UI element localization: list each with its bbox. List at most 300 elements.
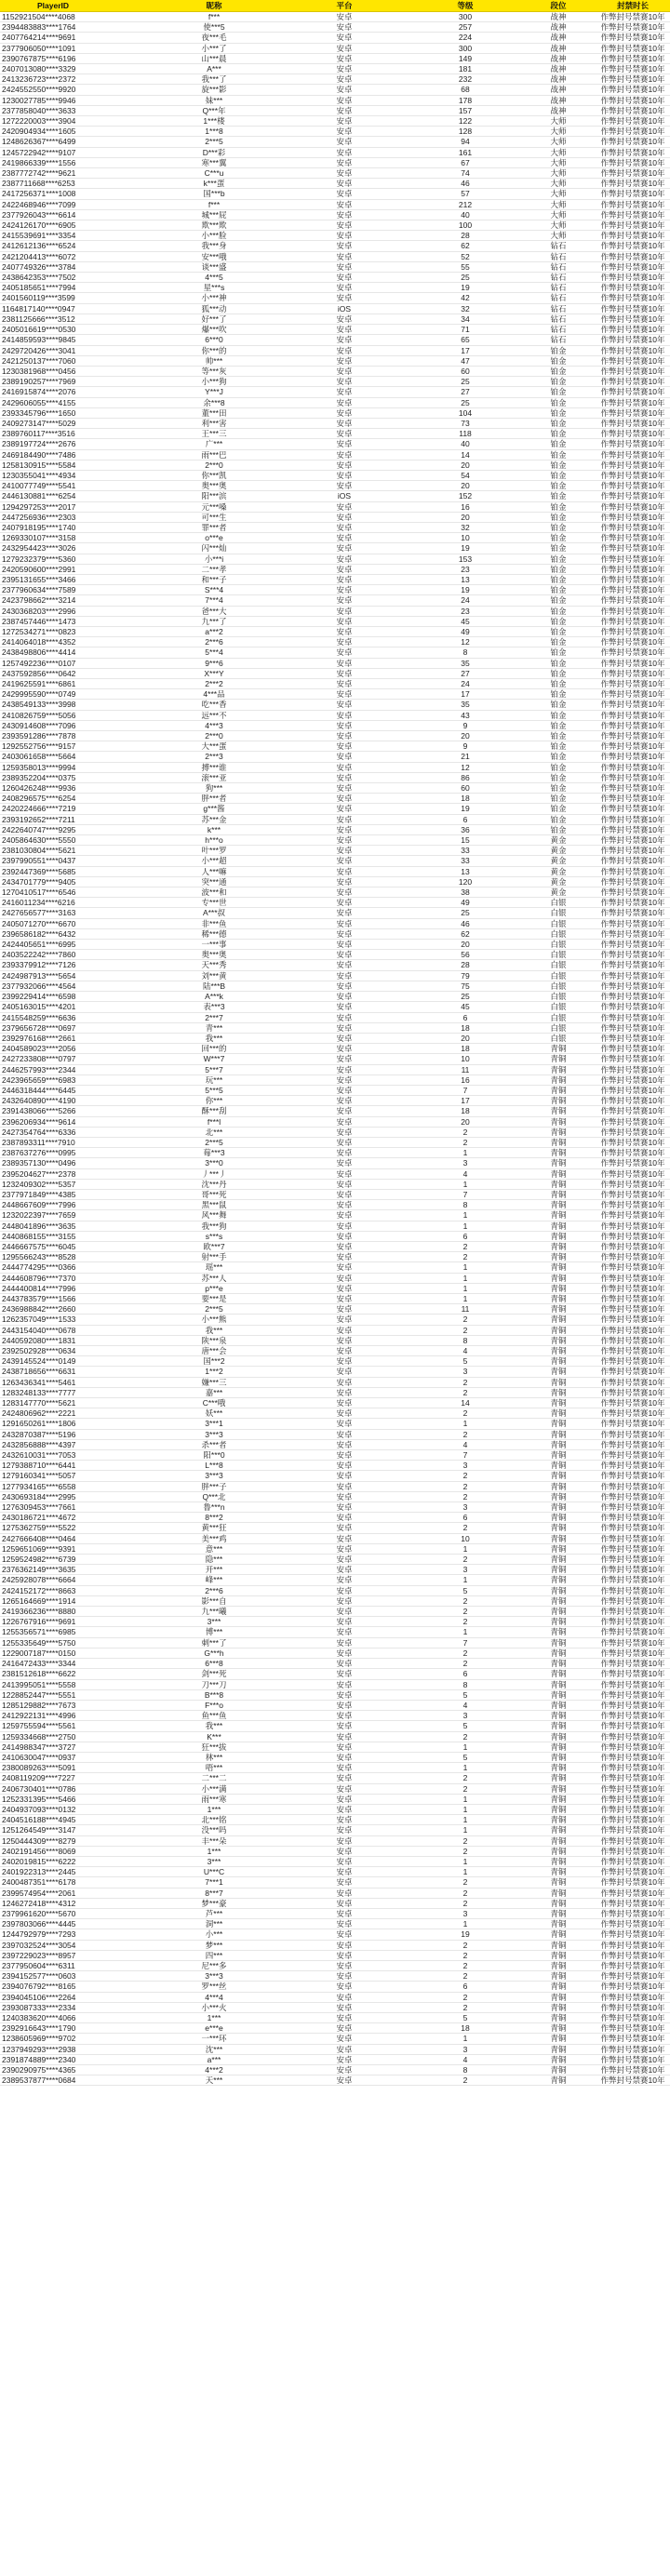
name-cell: 北***铭 <box>149 1815 279 1825</box>
table-row[interactable] <box>0 209 670 220</box>
table-row[interactable] <box>0 595 670 606</box>
table-row[interactable] <box>0 325 670 335</box>
name-cell: 天***秀 <box>149 960 279 970</box>
table-row[interactable] <box>0 1731 670 1742</box>
table-row[interactable] <box>0 1627 670 1637</box>
header-platform[interactable]: 平台 <box>279 0 409 12</box>
table-row[interactable] <box>0 1648 670 1658</box>
name-cell: 奥***奥 <box>149 950 279 960</box>
table-row[interactable] <box>0 1502 670 1513</box>
table-row[interactable] <box>0 794 670 804</box>
platform-cell: 安卓 <box>279 1835 409 1846</box>
table-row[interactable] <box>0 731 670 741</box>
platform-cell: 安卓 <box>279 824 409 834</box>
name-cell: 小***i <box>149 554 279 564</box>
table-row[interactable] <box>0 1929 670 1940</box>
tier-cell: 青铜 <box>521 2034 596 2044</box>
table-row[interactable] <box>0 429 670 439</box>
table-row[interactable] <box>0 1940 670 1950</box>
table-row[interactable] <box>0 533 670 543</box>
table-row[interactable] <box>0 1450 670 1461</box>
level-cell: 4 <box>409 1439 521 1449</box>
table-row[interactable] <box>0 355 670 366</box>
table-row[interactable] <box>0 1689 670 1700</box>
level-cell: 2 <box>409 1377 521 1387</box>
table-row[interactable] <box>0 1721 670 1731</box>
table-row[interactable] <box>0 1033 670 1043</box>
player-id-cell: 2404516188****4945 <box>0 1815 149 1825</box>
table-row[interactable] <box>0 950 670 960</box>
table-row[interactable] <box>0 616 670 626</box>
platform-cell: 安卓 <box>279 460 409 470</box>
table-row[interactable] <box>0 1179 670 1189</box>
table-row[interactable] <box>0 783 670 794</box>
table-row[interactable] <box>0 1742 670 1752</box>
level-cell: 1 <box>409 1867 521 1877</box>
player-id-cell: 2446257993****2344 <box>0 1064 149 1074</box>
table-row[interactable] <box>0 85 670 95</box>
table-row[interactable] <box>0 1867 670 1877</box>
table-row[interactable] <box>0 1335 670 1345</box>
table-row[interactable] <box>0 554 670 564</box>
table-row[interactable] <box>0 179 670 189</box>
tier-cell: 青铜 <box>521 1555 596 1565</box>
table-row[interactable] <box>0 574 670 584</box>
table-row[interactable] <box>0 366 670 376</box>
table-row[interactable] <box>0 522 670 532</box>
name-cell: 鱼***鱼 <box>149 1711 279 1721</box>
level-cell: 2 <box>409 1940 521 1950</box>
table-row[interactable] <box>0 189 670 199</box>
level-cell: 19 <box>409 543 521 554</box>
table-row[interactable] <box>0 689 670 700</box>
level-cell: 1 <box>409 1919 521 1929</box>
tier-cell: 青铜 <box>521 1304 596 1315</box>
table-row[interactable] <box>0 564 670 574</box>
table-row[interactable] <box>0 43 670 53</box>
table-row[interactable] <box>0 377 670 387</box>
table-row[interactable] <box>0 1595 670 1606</box>
name-cell: 瑶*** <box>149 1262 279 1273</box>
ban-duration-cell: 作弊封号禁赛10年 <box>596 1346 670 1356</box>
player-id-cell: 1259651069****9391 <box>0 1543 149 1554</box>
table-row[interactable] <box>0 1325 670 1335</box>
table-row[interactable] <box>0 908 670 918</box>
table-row[interactable] <box>0 1398 670 1408</box>
platform-cell: 安卓 <box>279 1543 409 1554</box>
platform-cell: 安卓 <box>279 12 409 22</box>
level-cell: 21 <box>409 752 521 762</box>
table-row[interactable] <box>0 12 670 22</box>
table-row[interactable] <box>0 2002 670 2012</box>
table-row[interactable] <box>0 1074 670 1085</box>
level-cell: 1 <box>409 1815 521 1825</box>
table-row[interactable] <box>0 1856 670 1866</box>
ban-duration-cell: 作弊封号禁赛10年 <box>596 251 670 261</box>
table-row[interactable] <box>0 137 670 147</box>
table-row[interactable] <box>0 335 670 345</box>
table-row[interactable] <box>0 53 670 63</box>
table-row[interactable] <box>0 1148 670 1158</box>
table-row[interactable] <box>0 231 670 241</box>
table-row[interactable] <box>0 251 670 261</box>
table-row[interactable] <box>0 710 670 720</box>
ban-duration-cell: 作弊封号禁赛10年 <box>596 1929 670 1940</box>
table-row[interactable] <box>0 64 670 74</box>
table-row[interactable] <box>0 314 670 324</box>
table-row[interactable] <box>0 261 670 272</box>
table-row[interactable] <box>0 1481 670 1491</box>
table-row[interactable] <box>0 1565 670 1575</box>
level-cell: 4 <box>409 1168 521 1179</box>
header-level[interactable]: 等级 <box>409 0 521 12</box>
table-row[interactable] <box>0 846 670 856</box>
table-row[interactable] <box>0 1607 670 1617</box>
tier-cell: 青铜 <box>521 1398 596 1408</box>
tier-cell: 铂金 <box>521 741 596 752</box>
table-row[interactable] <box>0 1116 670 1127</box>
table-row[interactable] <box>0 898 670 908</box>
table-row[interactable] <box>0 1012 670 1022</box>
table-row[interactable] <box>0 1346 670 1356</box>
table-row[interactable] <box>0 876 670 887</box>
level-cell: 1 <box>409 1825 521 1835</box>
table-row[interactable] <box>0 481 670 491</box>
table-row[interactable] <box>0 700 670 710</box>
table-row[interactable] <box>0 2023 670 2034</box>
player-id-cell: 1255356571****6985 <box>0 1627 149 1637</box>
table-row[interactable] <box>0 1669 670 1679</box>
table-row[interactable] <box>0 1835 670 1846</box>
table-row[interactable] <box>0 762 670 772</box>
table-row[interactable] <box>0 1293 670 1303</box>
table-row[interactable] <box>0 1315 670 1325</box>
table-row[interactable] <box>0 1888 670 1898</box>
table-row[interactable] <box>0 1773 670 1783</box>
table-row[interactable] <box>0 1367 670 1377</box>
table-row[interactable] <box>0 220 670 231</box>
level-cell: 15 <box>409 835 521 846</box>
platform-cell: 安卓 <box>279 1356 409 1367</box>
table-row[interactable] <box>0 127 670 137</box>
table-row[interactable] <box>0 1137 670 1147</box>
table-row[interactable] <box>0 1919 670 1929</box>
table-row[interactable] <box>0 1085 670 1095</box>
table-row[interactable] <box>0 658 670 668</box>
level-cell: 5 <box>409 1721 521 1731</box>
name-cell: Q***年 <box>149 105 279 115</box>
tier-cell: 铂金 <box>521 595 596 606</box>
table-row[interactable] <box>0 1127 670 1137</box>
table-row[interactable] <box>0 835 670 846</box>
table-row[interactable] <box>0 1898 670 1908</box>
table-row[interactable] <box>0 1096 670 1106</box>
level-cell: 157 <box>409 105 521 115</box>
table-row[interactable] <box>0 1158 670 1168</box>
table-row[interactable] <box>0 1408 670 1419</box>
table-row[interactable] <box>0 460 670 470</box>
table-row[interactable] <box>0 824 670 834</box>
table-row[interactable] <box>0 856 670 866</box>
table-row[interactable] <box>0 105 670 115</box>
table-row[interactable] <box>0 668 670 678</box>
ban-duration-cell: 作弊封号禁赛10年 <box>596 335 670 345</box>
table-row[interactable] <box>0 720 670 730</box>
table-row[interactable] <box>0 1711 670 1721</box>
tier-cell: 战神 <box>521 12 596 22</box>
name-cell: f*** <box>149 12 279 22</box>
table-row[interactable] <box>0 637 670 647</box>
name-cell: 叶***罗 <box>149 846 279 856</box>
table-row[interactable] <box>0 606 670 616</box>
table-row[interactable] <box>0 814 670 824</box>
platform-cell: 安卓 <box>279 1940 409 1950</box>
level-cell: 2 <box>409 1607 521 1617</box>
tier-cell: 青铜 <box>521 1116 596 1127</box>
player-id-cell: 2416472433****3344 <box>0 1659 149 1669</box>
header-tier[interactable]: 段位 <box>521 0 596 12</box>
level-cell: 18 <box>409 1106 521 1116</box>
player-id-cell: 2377926043****6614 <box>0 209 149 220</box>
table-row[interactable] <box>0 804 670 814</box>
table-row[interactable] <box>0 940 670 950</box>
table-row[interactable] <box>0 866 670 876</box>
table-row[interactable] <box>0 470 670 480</box>
table-row[interactable] <box>0 22 670 33</box>
level-cell: 14 <box>409 1398 521 1408</box>
tier-cell: 青铜 <box>521 1513 596 1523</box>
table-row[interactable] <box>0 1491 670 1502</box>
table-row[interactable] <box>0 960 670 970</box>
table-row[interactable] <box>0 1283 670 1293</box>
level-cell: 52 <box>409 251 521 261</box>
table-row[interactable] <box>0 1429 670 1439</box>
ban-duration-cell: 作弊封号禁赛10年 <box>596 418 670 428</box>
table-row[interactable] <box>0 1950 670 1960</box>
platform-cell: 安卓 <box>279 668 409 678</box>
name-cell: 一***环 <box>149 2034 279 2044</box>
table-row[interactable] <box>0 981 670 991</box>
table-row[interactable] <box>0 1439 670 1449</box>
table-row[interactable] <box>0 1252 670 1262</box>
table-row[interactable] <box>0 2044 670 2054</box>
table-row[interactable] <box>0 2054 670 2064</box>
table-row[interactable] <box>0 157 670 167</box>
level-cell: 6 <box>409 1513 521 1523</box>
tier-cell: 钻石 <box>521 303 596 314</box>
table-row[interactable] <box>0 1804 670 1814</box>
table-row[interactable] <box>0 1513 670 1523</box>
table-row[interactable] <box>0 1794 670 1804</box>
level-cell: 224 <box>409 33 521 43</box>
level-cell: 47 <box>409 355 521 366</box>
player-id-cell: 2390767875****6196 <box>0 53 149 63</box>
table-row[interactable] <box>0 647 670 658</box>
table-row[interactable] <box>0 543 670 554</box>
name-cell: 我*** <box>149 1325 279 1335</box>
table-row[interactable] <box>0 407 670 418</box>
table-row[interactable] <box>0 1304 670 1315</box>
name-cell: 6***0 <box>149 335 279 345</box>
table-row[interactable] <box>0 1106 670 1116</box>
table-row[interactable] <box>0 1617 670 1627</box>
table-row[interactable] <box>0 1419 670 1429</box>
name-cell: 妹*** <box>149 95 279 105</box>
tier-cell: 青铜 <box>521 2054 596 2064</box>
table-row[interactable] <box>0 2075 670 2086</box>
table-row[interactable] <box>0 1679 670 1689</box>
table-row[interactable] <box>0 273 670 283</box>
table-row[interactable] <box>0 1971 670 1982</box>
player-id-cell: 2410077749****5541 <box>0 481 149 491</box>
table-row[interactable] <box>0 1064 670 1074</box>
player-id-cell: 2407918195****1740 <box>0 522 149 532</box>
name-cell: 3***0 <box>149 1158 279 1168</box>
player-id-cell: 2379656728****0697 <box>0 1022 149 1033</box>
level-cell: 257 <box>409 22 521 33</box>
table-row[interactable] <box>0 147 670 157</box>
table-row[interactable] <box>0 1960 670 1970</box>
level-cell: 2 <box>409 1481 521 1491</box>
table-row[interactable] <box>0 1637 670 1648</box>
platform-cell: 安卓 <box>279 772 409 782</box>
table-row[interactable] <box>0 2034 670 2044</box>
table-row[interactable] <box>0 345 670 355</box>
ban-duration-cell: 作弊封号禁赛10年 <box>596 1543 670 1554</box>
table-row[interactable] <box>0 1846 670 1856</box>
table-row[interactable] <box>0 772 670 782</box>
header-player-id[interactable]: PlayerID <box>0 0 149 12</box>
table-row[interactable] <box>0 512 670 522</box>
table-row[interactable] <box>0 397 670 407</box>
table-row[interactable] <box>0 2013 670 2023</box>
player-id-cell: 2422468946****7099 <box>0 199 149 209</box>
ban-duration-cell: 作弊封号禁赛10年 <box>596 491 670 501</box>
table-row[interactable] <box>0 1273 670 1283</box>
table-row[interactable] <box>0 2065 670 2075</box>
table-row[interactable] <box>0 439 670 449</box>
platform-cell: iOS <box>279 491 409 501</box>
table-row[interactable] <box>0 1908 670 1918</box>
table-row[interactable] <box>0 741 670 752</box>
table-row[interactable] <box>0 1700 670 1710</box>
level-cell: 73 <box>409 418 521 428</box>
table-row[interactable] <box>0 241 670 251</box>
table-row[interactable] <box>0 1992 670 2002</box>
table-row[interactable] <box>0 1221 670 1231</box>
platform-cell: 安卓 <box>279 1377 409 1387</box>
table-row[interactable] <box>0 1377 670 1387</box>
table-row[interactable] <box>0 1555 670 1565</box>
level-cell: 12 <box>409 762 521 772</box>
platform-cell: 安卓 <box>279 1992 409 2002</box>
ban-duration-cell: 作弊封号禁赛10年 <box>596 647 670 658</box>
level-cell: 46 <box>409 918 521 928</box>
table-row[interactable] <box>0 33 670 43</box>
table-row[interactable] <box>0 1763 670 1773</box>
name-cell: k***蛋 <box>149 179 279 189</box>
table-row[interactable] <box>0 1877 670 1888</box>
table-row[interactable] <box>0 387 670 397</box>
table-row[interactable] <box>0 752 670 762</box>
ban-duration-cell: 作弊封号禁赛10年 <box>596 1429 670 1439</box>
table-row[interactable] <box>0 1002 670 1012</box>
table-row[interactable] <box>0 1387 670 1397</box>
table-row[interactable] <box>0 293 670 303</box>
table-row[interactable] <box>0 95 670 105</box>
table-row[interactable] <box>0 888 670 898</box>
table-row[interactable] <box>0 1262 670 1273</box>
table-row[interactable] <box>0 199 670 209</box>
table-row[interactable] <box>0 1783 670 1794</box>
table-row[interactable] <box>0 303 670 314</box>
table-row[interactable] <box>0 626 670 636</box>
table-row[interactable] <box>0 1241 670 1251</box>
tier-cell: 青铜 <box>521 1585 596 1595</box>
table-row[interactable] <box>0 1168 670 1179</box>
table-row[interactable] <box>0 1231 670 1241</box>
table-row[interactable] <box>0 1189 670 1199</box>
table-row[interactable] <box>0 449 670 460</box>
table-row[interactable] <box>0 491 670 501</box>
table-row[interactable] <box>0 1659 670 1669</box>
level-cell: 2 <box>409 1659 521 1669</box>
table-row[interactable] <box>0 74 670 85</box>
table-row[interactable] <box>0 1815 670 1825</box>
level-cell: 20 <box>409 1033 521 1043</box>
table-row[interactable] <box>0 1533 670 1543</box>
level-cell: 2 <box>409 1846 521 1856</box>
name-cell: 小***熊 <box>149 1315 279 1325</box>
table-row[interactable] <box>0 1575 670 1585</box>
table-row[interactable] <box>0 501 670 512</box>
table-row[interactable] <box>0 283 670 293</box>
tier-cell: 青铜 <box>521 1659 596 1669</box>
table-row[interactable] <box>0 928 670 939</box>
ban-duration-cell: 作弊封号禁赛10年 <box>596 261 670 272</box>
player-id-cell: 2387457446****1473 <box>0 616 149 626</box>
table-row[interactable] <box>0 1356 670 1367</box>
table-row[interactable] <box>0 970 670 981</box>
table-row[interactable] <box>0 1543 670 1554</box>
ban-duration-cell: 作弊封号禁赛10年 <box>596 501 670 512</box>
table-row[interactable] <box>0 1982 670 1992</box>
header-ban-duration[interactable]: 封禁时长 <box>596 0 670 12</box>
table-row[interactable] <box>0 1210 670 1221</box>
player-id-cell: 2419866339****1556 <box>0 157 149 167</box>
player-id-cell: 2432954423****3026 <box>0 543 149 554</box>
table-row[interactable] <box>0 1044 670 1054</box>
table-row[interactable] <box>0 1461 670 1471</box>
table-row[interactable] <box>0 585 670 595</box>
tier-cell: 铂金 <box>521 418 596 428</box>
header-name[interactable]: 昵称 <box>149 0 279 12</box>
table-row[interactable] <box>0 1054 670 1064</box>
table-row[interactable] <box>0 418 670 428</box>
table-row[interactable] <box>0 1825 670 1835</box>
table-row[interactable] <box>0 1752 670 1762</box>
table-row[interactable] <box>0 1523 670 1533</box>
table-row[interactable] <box>0 918 670 928</box>
table-row[interactable] <box>0 679 670 689</box>
table-row[interactable] <box>0 992 670 1002</box>
table-row[interactable] <box>0 1022 670 1033</box>
table-row[interactable] <box>0 1471 670 1481</box>
table-row[interactable] <box>0 116 670 127</box>
table-row[interactable] <box>0 1585 670 1595</box>
table-row[interactable] <box>0 168 670 179</box>
table-row[interactable] <box>0 1200 670 1210</box>
